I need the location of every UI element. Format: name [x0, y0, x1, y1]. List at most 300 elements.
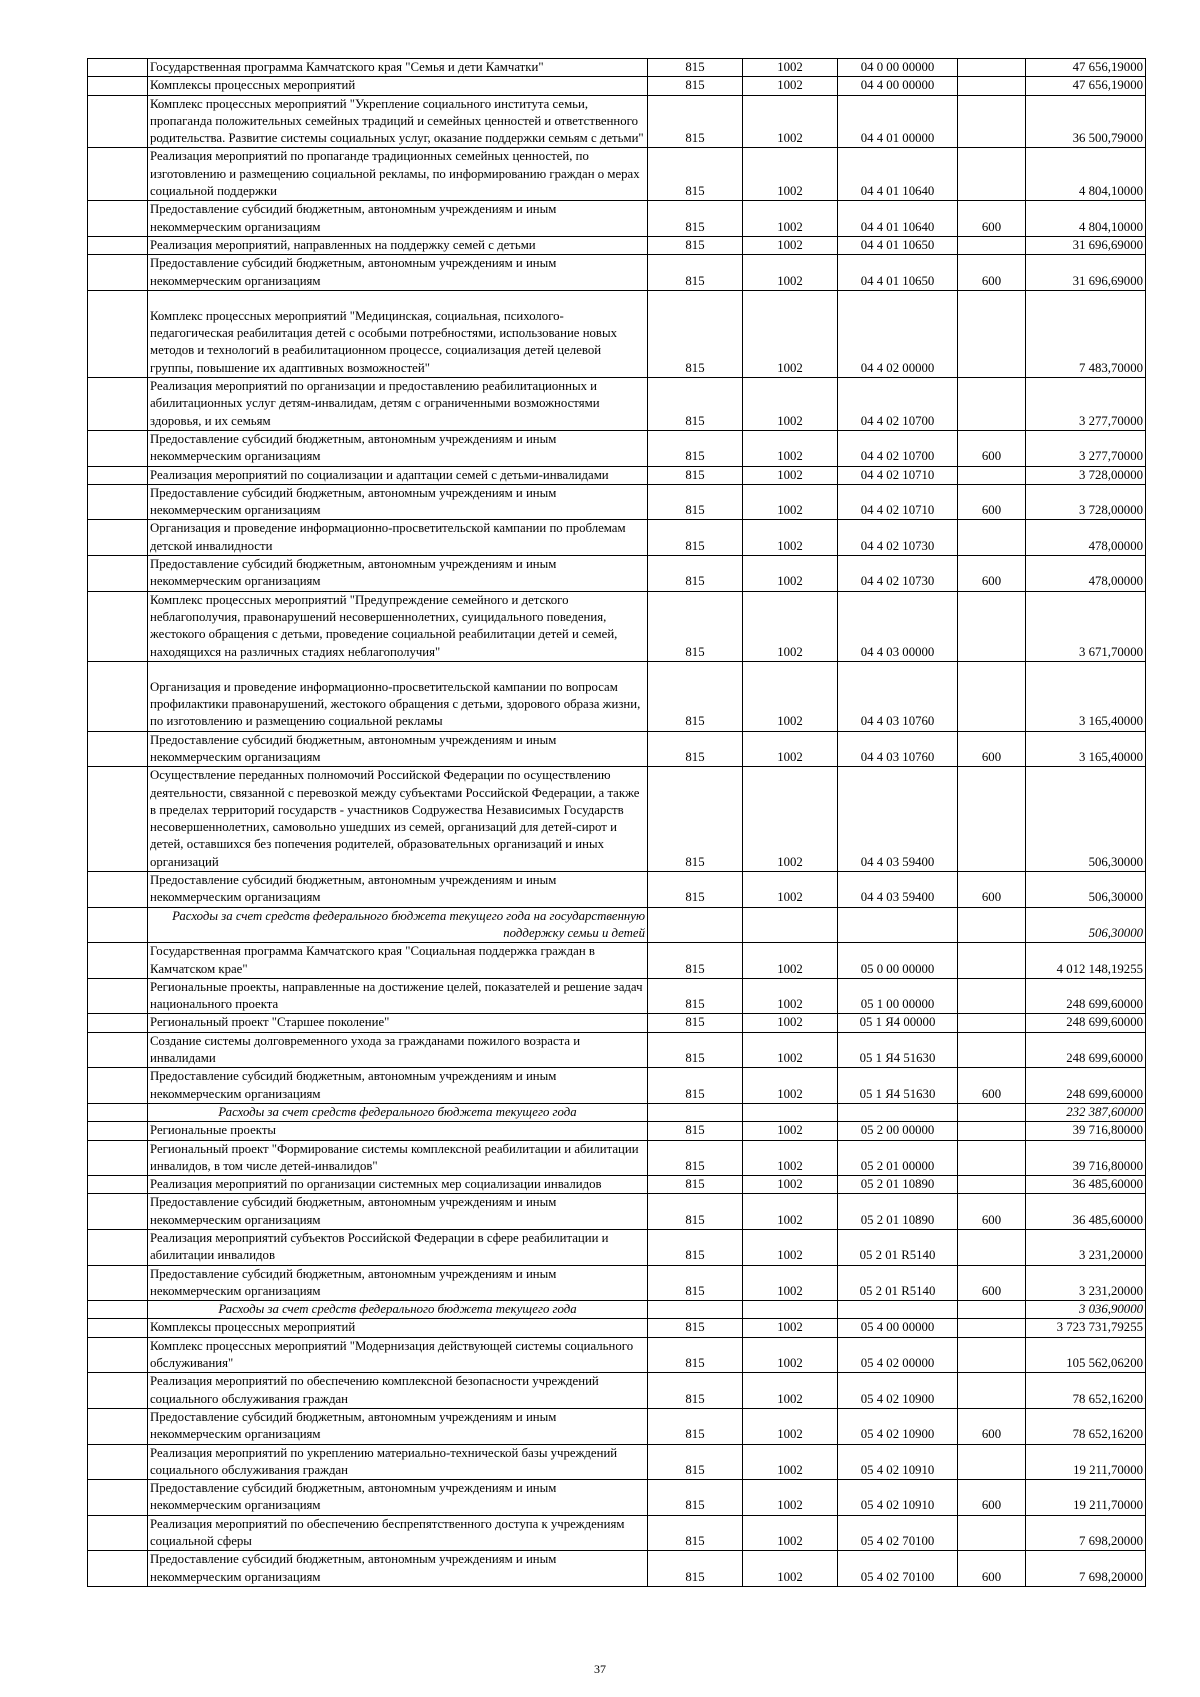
cell-name: Реализация мероприятий по организации системных мер социализации инвалидов: [148, 1176, 648, 1194]
table-row: [88, 943, 1146, 979]
table-row: [88, 1480, 1146, 1516]
table-row: [88, 290, 1146, 377]
table-row: [88, 1408, 1146, 1444]
cell-name: Предоставление субсидий бюджетным, автономным учреждениям и иным некоммерческим организациям: [148, 1068, 648, 1104]
cell-blank: [88, 520, 148, 556]
cell-csr: 05 1 Я4 51630: [838, 1032, 958, 1068]
cell-rz: 1002: [743, 1373, 838, 1409]
cell-sum: 31 696,69000: [1026, 236, 1146, 254]
cell-name: Реализация мероприятий по обеспечению беспрепятственного доступа к учреждениям социальной сферы: [148, 1515, 648, 1551]
cell-name: Реализация мероприятий, направленных на поддержку семей с детьми: [148, 236, 648, 254]
table-row: [88, 201, 1146, 237]
cell-vsr: 815: [648, 1337, 743, 1373]
cell-csr: 04 0 00 00000: [838, 59, 958, 77]
cell-csr: 05 4 02 10900: [838, 1408, 958, 1444]
cell-vsr: 815: [648, 148, 743, 201]
cell-rz: 1002: [743, 872, 838, 908]
cell-csr: 05 2 00 00000: [838, 1122, 958, 1140]
cell-blank: [88, 1032, 148, 1068]
cell-sum: 7 698,20000: [1026, 1551, 1146, 1587]
cell-sum: 4 804,10000: [1026, 148, 1146, 201]
cell-blank: [88, 430, 148, 466]
table-row: [88, 148, 1146, 201]
cell-csr: 04 4 03 59400: [838, 872, 958, 908]
cell-rz: [743, 1301, 838, 1319]
cell-vr: [958, 520, 1026, 556]
cell-sum: 506,30000: [1026, 767, 1146, 872]
cell-csr: 05 0 00 00000: [838, 943, 958, 979]
cell-csr: 05 4 02 70100: [838, 1551, 958, 1587]
cell-csr: 05 2 01 R5140: [838, 1230, 958, 1266]
cell-vsr: 815: [648, 1373, 743, 1409]
cell-rz: 1002: [743, 520, 838, 556]
cell-vsr: 815: [648, 556, 743, 592]
cell-sum: 3 728,00000: [1026, 466, 1146, 484]
table-row: [88, 520, 1146, 556]
cell-sum: 3 277,70000: [1026, 430, 1146, 466]
cell-sum: 506,30000: [1026, 872, 1146, 908]
cell-vsr: 815: [648, 520, 743, 556]
cell-csr: 04 4 01 10640: [838, 148, 958, 201]
table-row: [88, 978, 1146, 1014]
cell-sum: 248 699,60000: [1026, 1068, 1146, 1104]
cell-csr: 05 4 00 00000: [838, 1319, 958, 1337]
cell-rz: 1002: [743, 591, 838, 661]
cell-name: Организация и проведение информационно-просветительской кампании по проблемам детской инвалидности: [148, 520, 648, 556]
cell-vsr: [648, 907, 743, 943]
note-row: [88, 1301, 1146, 1319]
note-row: [88, 1103, 1146, 1121]
table-row: [88, 872, 1146, 908]
cell-sum: 3 231,20000: [1026, 1265, 1146, 1301]
table-row: [88, 661, 1146, 731]
cell-name: Реализация мероприятий по организации и предоставлению реабилитационных и абилитационных услуг детям-инвалидам, детям с ограниченными возможностями здоровья, и их семьям: [148, 378, 648, 431]
table-row: [88, 59, 1146, 77]
cell-vr: 600: [958, 484, 1026, 520]
cell-vsr: 815: [648, 255, 743, 291]
cell-blank: [88, 236, 148, 254]
cell-vsr: [648, 1301, 743, 1319]
cell-sum: 3 728,00000: [1026, 484, 1146, 520]
cell-blank: [88, 1480, 148, 1516]
cell-vr: 600: [958, 1265, 1026, 1301]
cell-csr: 04 4 01 10640: [838, 201, 958, 237]
cell-blank: [88, 591, 148, 661]
cell-vsr: 815: [648, 1194, 743, 1230]
cell-blank: [88, 1014, 148, 1032]
cell-name: Осуществление переданных полномочий Российской Федерации по осуществлению деятельности, связанной с перевозкой между субъектами Российской Федерации, а также в пределах территорий государств - участников Содружества Независимых Государств несовершеннолетних, самовольно ушедших из семей, организаций для детей-сирот и детей, оставшихся без попечения родителей, образовательных организаций и иных организаций: [148, 767, 648, 872]
cell-name: Региональные проекты, направленные на достижение целей, показателей и решение задач национального проекта: [148, 978, 648, 1014]
cell-name: Государственная программа Камчатского края "Семья и дети Камчатки": [148, 59, 648, 77]
cell-vr: [958, 591, 1026, 661]
cell-blank: [88, 1373, 148, 1409]
cell-vsr: 815: [648, 95, 743, 148]
cell-vsr: 815: [648, 1230, 743, 1266]
cell-name: Предоставление субсидий бюджетным, автономным учреждениям и иным некоммерческим организациям: [148, 1265, 648, 1301]
cell-name: Предоставление субсидий бюджетным, автономным учреждениям и иным некоммерческим организациям: [148, 1408, 648, 1444]
cell-name: Государственная программа Камчатского края "Социальная поддержка граждан в Камчатском крае": [148, 943, 648, 979]
cell-blank: [88, 148, 148, 201]
cell-csr: 04 4 02 10700: [838, 378, 958, 431]
cell-vsr: 815: [648, 290, 743, 377]
table-row: [88, 556, 1146, 592]
cell-sum: 19 211,70000: [1026, 1444, 1146, 1480]
cell-rz: 1002: [743, 556, 838, 592]
cell-sum: 3 036,90000: [1026, 1301, 1146, 1319]
cell-csr: 04 4 02 10730: [838, 556, 958, 592]
cell-name: Предоставление субсидий бюджетным, автономным учреждениям и иным некоммерческим организациям: [148, 1551, 648, 1587]
cell-sum: 3 277,70000: [1026, 378, 1146, 431]
table-row: [88, 1265, 1146, 1301]
cell-vr: [958, 59, 1026, 77]
cell-blank: [88, 943, 148, 979]
cell-name: Расходы за счет средств федерального бюджета текущего года: [148, 1103, 648, 1121]
cell-rz: 1002: [743, 1032, 838, 1068]
table-row: [88, 378, 1146, 431]
table-row: [88, 430, 1146, 466]
budget-table: [87, 58, 1146, 1587]
cell-sum: 3 165,40000: [1026, 661, 1146, 731]
cell-blank: [88, 201, 148, 237]
cell-name: Предоставление субсидий бюджетным, автономным учреждениям и иным некоммерческим организациям: [148, 556, 648, 592]
cell-vr: [958, 1103, 1026, 1121]
cell-name: Предоставление субсидий бюджетным, автономным учреждениям и иным некоммерческим организациям: [148, 430, 648, 466]
cell-sum: 4 012 148,19255: [1026, 943, 1146, 979]
cell-blank: [88, 77, 148, 95]
cell-sum: 478,00000: [1026, 520, 1146, 556]
cell-vr: [958, 1444, 1026, 1480]
cell-rz: 1002: [743, 430, 838, 466]
cell-sum: 39 716,80000: [1026, 1140, 1146, 1176]
cell-vsr: 815: [648, 1444, 743, 1480]
cell-rz: 1002: [743, 1480, 838, 1516]
cell-vr: 600: [958, 556, 1026, 592]
table-row: [88, 1515, 1146, 1551]
cell-name: Комплексы процессных мероприятий: [148, 77, 648, 95]
cell-vr: 600: [958, 1408, 1026, 1444]
cell-blank: [88, 255, 148, 291]
page-number: 37: [594, 1662, 606, 1676]
cell-blank: [88, 1176, 148, 1194]
table-row: [88, 236, 1146, 254]
cell-vsr: 815: [648, 1515, 743, 1551]
cell-name: Предоставление субсидий бюджетным, автономным учреждениям и иным некоммерческим организациям: [148, 484, 648, 520]
cell-vsr: 815: [648, 236, 743, 254]
cell-csr: 04 4 02 10710: [838, 484, 958, 520]
table-row: [88, 255, 1146, 291]
cell-blank: [88, 1068, 148, 1104]
table-row: [88, 1122, 1146, 1140]
cell-csr: 04 4 03 00000: [838, 591, 958, 661]
cell-blank: [88, 1103, 148, 1121]
cell-vsr: 815: [648, 591, 743, 661]
cell-vr: [958, 1122, 1026, 1140]
cell-sum: 31 696,69000: [1026, 255, 1146, 291]
cell-vr: [958, 1515, 1026, 1551]
cell-blank: [88, 290, 148, 377]
cell-sum: 3 671,70000: [1026, 591, 1146, 661]
cell-blank: [88, 1265, 148, 1301]
cell-csr: 05 2 01 10890: [838, 1176, 958, 1194]
cell-vr: 600: [958, 201, 1026, 237]
cell-sum: 19 211,70000: [1026, 1480, 1146, 1516]
table-row: [88, 1319, 1146, 1337]
cell-rz: 1002: [743, 731, 838, 767]
cell-csr: 05 1 Я4 51630: [838, 1068, 958, 1104]
cell-rz: 1002: [743, 1194, 838, 1230]
cell-csr: 04 4 02 00000: [838, 290, 958, 377]
cell-vsr: 815: [648, 77, 743, 95]
cell-vsr: 815: [648, 1176, 743, 1194]
cell-vr: [958, 1319, 1026, 1337]
cell-vsr: 815: [648, 731, 743, 767]
cell-vr: [958, 1032, 1026, 1068]
cell-blank: [88, 1122, 148, 1140]
cell-rz: 1002: [743, 1408, 838, 1444]
cell-csr: 04 4 03 10760: [838, 661, 958, 731]
cell-vsr: 815: [648, 978, 743, 1014]
cell-sum: 36 485,60000: [1026, 1176, 1146, 1194]
cell-vr: [958, 236, 1026, 254]
cell-rz: 1002: [743, 255, 838, 291]
cell-csr: 05 2 01 10890: [838, 1194, 958, 1230]
cell-csr: 05 2 01 R5140: [838, 1265, 958, 1301]
cell-vr: [958, 1230, 1026, 1266]
cell-rz: 1002: [743, 1122, 838, 1140]
cell-vsr: [648, 1103, 743, 1121]
cell-vsr: 815: [648, 1140, 743, 1176]
cell-csr: 05 1 00 00000: [838, 978, 958, 1014]
cell-rz: 1002: [743, 466, 838, 484]
cell-name: Комплекс процессных мероприятий "Укрепление социального института семьи, пропаганда положительных семейных традиций и семейных ценностей и ответственного родительства. Развитие системы социальных услуг, оказание поддержки семьям с детьми": [148, 95, 648, 148]
cell-sum: 36 500,79000: [1026, 95, 1146, 148]
cell-csr: 04 4 02 10710: [838, 466, 958, 484]
cell-blank: [88, 1337, 148, 1373]
cell-csr: 04 4 02 10700: [838, 430, 958, 466]
cell-vsr: 815: [648, 661, 743, 731]
cell-csr: 05 4 02 00000: [838, 1337, 958, 1373]
cell-blank: [88, 1194, 148, 1230]
cell-sum: 39 716,80000: [1026, 1122, 1146, 1140]
cell-csr: [838, 907, 958, 943]
cell-sum: 78 652,16200: [1026, 1408, 1146, 1444]
table-row: [88, 767, 1146, 872]
cell-blank: [88, 1515, 148, 1551]
cell-vr: 600: [958, 255, 1026, 291]
cell-csr: 05 4 02 10910: [838, 1444, 958, 1480]
table-row: [88, 466, 1146, 484]
cell-vr: [958, 77, 1026, 95]
cell-name: Реализация мероприятий по укреплению материально-технической базы учреждений социального обслуживания граждан: [148, 1444, 648, 1480]
cell-rz: 1002: [743, 77, 838, 95]
cell-vr: 600: [958, 1551, 1026, 1587]
table-row: [88, 1373, 1146, 1409]
cell-rz: 1002: [743, 236, 838, 254]
cell-vsr: 815: [648, 378, 743, 431]
cell-rz: 1002: [743, 978, 838, 1014]
cell-name: Региональный проект "Формирование системы комплексной реабилитации и абилитации инвалидов, в том числе детей-инвалидов": [148, 1140, 648, 1176]
cell-vr: 600: [958, 1194, 1026, 1230]
cell-name: Реализация мероприятий по пропаганде традиционных семейных ценностей, по изготовлению и размещению социальной рекламы, по информированию граждан о мерах социальной поддержки: [148, 148, 648, 201]
cell-vsr: 815: [648, 1319, 743, 1337]
cell-name: Предоставление субсидий бюджетным, автономным учреждениям и иным некоммерческим организациям: [148, 872, 648, 908]
cell-vsr: 815: [648, 1408, 743, 1444]
cell-vsr: 815: [648, 1265, 743, 1301]
cell-vsr: 815: [648, 430, 743, 466]
cell-csr: 05 4 02 10900: [838, 1373, 958, 1409]
cell-name: Комплекс процессных мероприятий "Медицинская, социальная, психолого-педагогическая реабилитация детей с особыми потребностями, использование новых методов и технологий в реабилитационном процессе, социализация детей целевой группы, повышение их адаптивных возможностей": [148, 290, 648, 377]
table-row: [88, 1140, 1146, 1176]
table-row: [88, 1337, 1146, 1373]
cell-rz: 1002: [743, 943, 838, 979]
cell-blank: [88, 466, 148, 484]
cell-name: Предоставление субсидий бюджетным, автономным учреждениям и иным некоммерческим организациям: [148, 201, 648, 237]
cell-sum: 7 483,70000: [1026, 290, 1146, 377]
table-row: [88, 1230, 1146, 1266]
cell-csr: 04 4 01 00000: [838, 95, 958, 148]
table-row: [88, 731, 1146, 767]
cell-sum: 3 723 731,79255: [1026, 1319, 1146, 1337]
cell-vr: [958, 767, 1026, 872]
cell-blank: [88, 1444, 148, 1480]
cell-vsr: 815: [648, 1032, 743, 1068]
cell-vsr: 815: [648, 1122, 743, 1140]
cell-vr: [958, 943, 1026, 979]
cell-vr: 600: [958, 1480, 1026, 1516]
cell-csr: 05 2 01 00000: [838, 1140, 958, 1176]
cell-blank: [88, 1140, 148, 1176]
cell-name: Предоставление субсидий бюджетным, автономным учреждениям и иным некоммерческим организациям: [148, 1480, 648, 1516]
cell-rz: 1002: [743, 767, 838, 872]
cell-name: Комплекс процессных мероприятий "Модернизация действующей системы социального обслуживания": [148, 1337, 648, 1373]
cell-vr: [958, 148, 1026, 201]
cell-rz: 1002: [743, 1551, 838, 1587]
cell-vr: 600: [958, 430, 1026, 466]
table-row: [88, 1444, 1146, 1480]
cell-csr: 04 4 03 10760: [838, 731, 958, 767]
cell-csr: 04 4 02 10730: [838, 520, 958, 556]
cell-rz: 1002: [743, 148, 838, 201]
cell-vr: [958, 1301, 1026, 1319]
cell-rz: 1002: [743, 59, 838, 77]
cell-vsr: 815: [648, 767, 743, 872]
cell-vsr: 815: [648, 466, 743, 484]
cell-blank: [88, 978, 148, 1014]
cell-blank: [88, 1230, 148, 1266]
cell-csr: 05 1 Я4 00000: [838, 1014, 958, 1032]
cell-sum: 47 656,19000: [1026, 77, 1146, 95]
cell-blank: [88, 556, 148, 592]
cell-vr: [958, 1176, 1026, 1194]
cell-csr: 05 4 02 10910: [838, 1480, 958, 1516]
cell-blank: [88, 767, 148, 872]
cell-blank: [88, 661, 148, 731]
cell-sum: 36 485,60000: [1026, 1194, 1146, 1230]
cell-sum: 47 656,19000: [1026, 59, 1146, 77]
cell-rz: 1002: [743, 1176, 838, 1194]
table-row: [88, 1176, 1146, 1194]
cell-rz: 1002: [743, 1140, 838, 1176]
cell-vr: [958, 1014, 1026, 1032]
cell-vsr: 815: [648, 484, 743, 520]
cell-vr: [958, 466, 1026, 484]
cell-csr: 04 4 01 10650: [838, 236, 958, 254]
table-row: [88, 1194, 1146, 1230]
cell-rz: [743, 907, 838, 943]
cell-vsr: 815: [648, 943, 743, 979]
cell-vr: [958, 907, 1026, 943]
cell-rz: 1002: [743, 1014, 838, 1032]
cell-blank: [88, 59, 148, 77]
cell-rz: 1002: [743, 484, 838, 520]
cell-rz: 1002: [743, 201, 838, 237]
cell-sum: 232 387,60000: [1026, 1103, 1146, 1121]
cell-name: Организация и проведение информационно-просветительской кампании по вопросам профилактики правонарушений, жестокого обращения с детьми, здорового образа жизни, по изготовлению и размещению социальной рекламы: [148, 661, 648, 731]
cell-rz: 1002: [743, 1444, 838, 1480]
table-row: [88, 484, 1146, 520]
cell-rz: [743, 1103, 838, 1121]
cell-vr: [958, 378, 1026, 431]
cell-vr: [958, 1140, 1026, 1176]
cell-sum: 478,00000: [1026, 556, 1146, 592]
cell-sum: 248 699,60000: [1026, 1014, 1146, 1032]
cell-rz: 1002: [743, 1230, 838, 1266]
cell-vr: [958, 978, 1026, 1014]
cell-vsr: 815: [648, 1480, 743, 1516]
cell-vr: [958, 95, 1026, 148]
cell-sum: 248 699,60000: [1026, 1032, 1146, 1068]
cell-rz: 1002: [743, 1515, 838, 1551]
cell-rz: 1002: [743, 290, 838, 377]
table-row: [88, 1068, 1146, 1104]
cell-sum: 78 652,16200: [1026, 1373, 1146, 1409]
cell-blank: [88, 378, 148, 431]
cell-name: Расходы за счет средств федерального бюджета текущего года: [148, 1301, 648, 1319]
cell-rz: 1002: [743, 95, 838, 148]
cell-blank: [88, 484, 148, 520]
table-row: [88, 1032, 1146, 1068]
cell-vsr: 815: [648, 59, 743, 77]
cell-sum: 506,30000: [1026, 907, 1146, 943]
cell-vr: 600: [958, 731, 1026, 767]
cell-sum: 7 698,20000: [1026, 1515, 1146, 1551]
table-row: [88, 77, 1146, 95]
cell-rz: 1002: [743, 1068, 838, 1104]
cell-sum: 3 165,40000: [1026, 731, 1146, 767]
cell-csr: 05 4 02 70100: [838, 1515, 958, 1551]
cell-blank: [88, 1408, 148, 1444]
cell-name: Создание системы долговременного ухода за гражданами пожилого возраста и инвалидами: [148, 1032, 648, 1068]
note-row: [88, 907, 1146, 943]
table-body: [88, 59, 1146, 1587]
cell-blank: [88, 907, 148, 943]
cell-rz: 1002: [743, 378, 838, 431]
cell-vsr: 815: [648, 872, 743, 908]
cell-vr: 600: [958, 1068, 1026, 1104]
cell-name: Реализация мероприятий субъектов Российской Федерации в сфере реабилитации и абилитации инвалидов: [148, 1230, 648, 1266]
cell-csr: [838, 1103, 958, 1121]
cell-rz: 1002: [743, 1337, 838, 1373]
cell-vsr: 815: [648, 1068, 743, 1104]
table-row: [88, 1551, 1146, 1587]
cell-csr: 04 4 03 59400: [838, 767, 958, 872]
table-row: [88, 95, 1146, 148]
cell-name: Реализация мероприятий по обеспечению комплексной безопасности учреждений социального обслуживания граждан: [148, 1373, 648, 1409]
cell-name: Комплексы процессных мероприятий: [148, 1319, 648, 1337]
cell-vr: [958, 1373, 1026, 1409]
cell-csr: [838, 1301, 958, 1319]
cell-vr: [958, 290, 1026, 377]
